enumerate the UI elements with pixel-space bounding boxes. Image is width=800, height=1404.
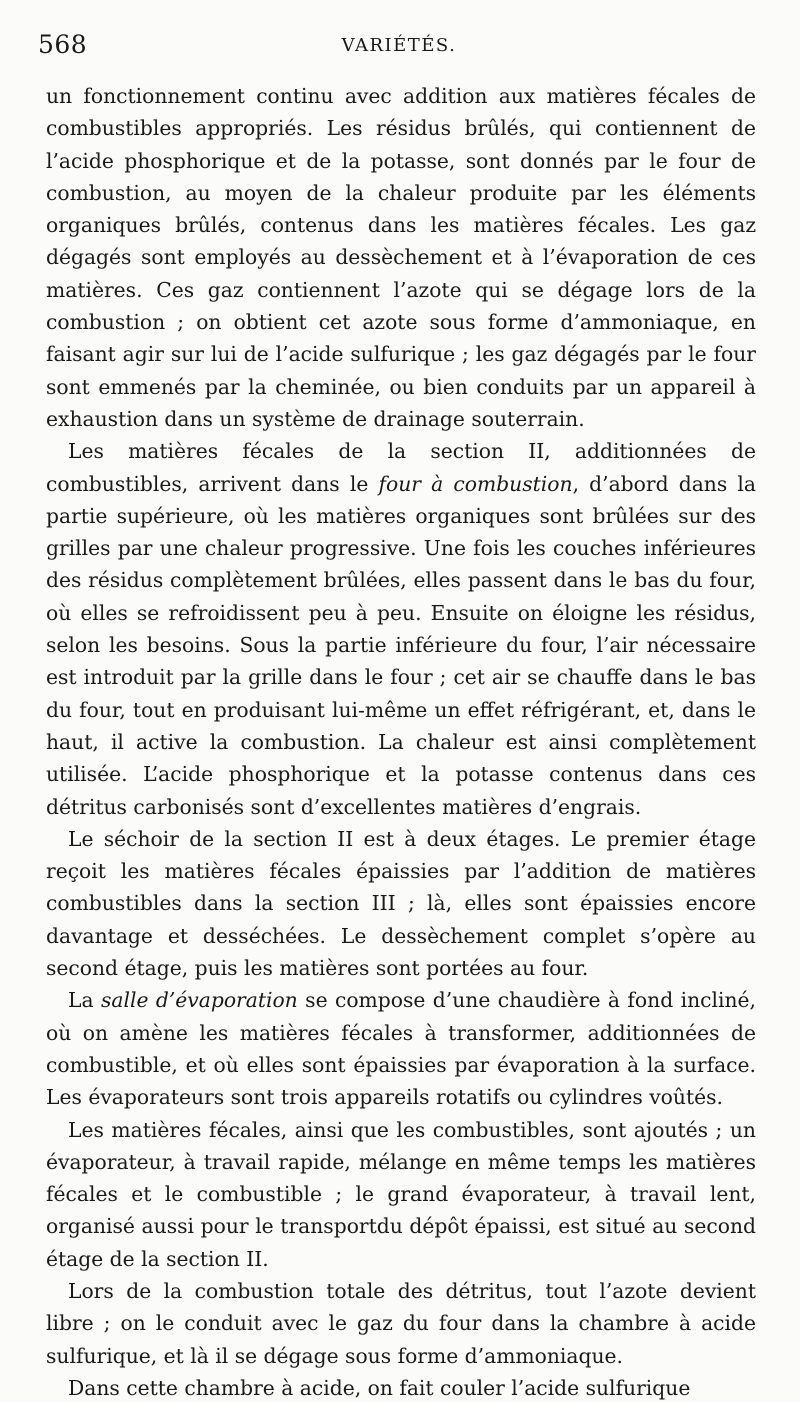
paragraph — [46, 1372, 756, 1404]
running-head: VARIÉTÉS. — [341, 35, 457, 56]
paragraph — [46, 435, 756, 823]
page-header — [38, 30, 760, 66]
page-number: 568 — [38, 30, 88, 59]
paragraph-text: Les matières fécales, ainsi que les combustibles, sont ajoutés ; un évaporateur, à travail rapide, mélange en même temps les matières fécales et le combustible ; le grand évaporateur, à travail lent, organisé aussi pour le transportdu dépôt épaissi, est situé au second étage de la section II. — [46, 1117, 756, 1271]
paragraph-text: se compose d’une chaudière à fond incliné, où on amène les matières fécales à transformer, additionnées de combustible, et où elles sont épaissies par évaporation à la surface. Les évaporateurs sont trois appareils rotatifs ou cylindres voûtés. — [46, 988, 756, 1110]
paragraph-text: Dans cette chambre à acide, on fait couler l’acide sulfurique — [68, 1375, 691, 1400]
paragraph-text: Le séchoir de la section II est à deux étages. Le premier étage reçoit les matières fécales épaissies par l’addition de matières combustibles dans la section III ; là, elles sont épaissies encore davantage et desséchées. Le dessèchement complet s’opère au second étage, puis les matières sont portées au four. — [46, 826, 756, 981]
paragraph — [46, 1114, 756, 1275]
paragraph — [46, 823, 756, 984]
italic-term: salle d’évaporation — [100, 988, 298, 1013]
paragraph — [46, 984, 756, 1113]
paragraph — [46, 1275, 756, 1372]
paragraph — [46, 80, 756, 435]
body-text — [46, 80, 756, 1404]
paragraph-text: Lors de la combustion totale des détritus, tout l’azote devient libre ; on le conduit avec le gaz du four dans la chambre à acide sulfurique, et là il se dégage sous forme d’ammoniaque. — [46, 1278, 756, 1368]
paragraph-text: un fonctionnement continu avec addition aux matières fécales de combustibles appropriés. Les résidus brûlés, qui contiennent de l’acide phosphorique et de la potasse, sont donnés par le four de combustion, au moyen de la chaleur produite par les éléments organiques brûlés, contenus dans les matières fécales. Les gaz dégagés sont employés au dessèchement et à l’évaporation de ces matières. Ces gaz contiennent l’azote qui se dégage lors de la combustion ; on obtient cet azote sous forme d’ammoniaque, en faisant agir sur lui de l’acide sulfurique ; les gaz dégagés par le four sont emmenés par la cheminée, ou bien conduits par un appareil à exhaustion dans un système de drainage souterrain. — [46, 84, 756, 431]
italic-term: four à combustion — [378, 471, 573, 496]
paragraph-text: , d’abord dans la partie supérieure, où les matières organiques sont brûlées sur des grilles par une chaleur progressive. Une fois les couches inférieures des résidus complètement brûlées, elles passent dans le bas du four, où elles se refroidissent peu à peu. Ensuite on éloigne les résidus, selon les besoins. Sous la partie inférieure du four, l’air nécessaire est introduit par la grille dans le four ; cet air se chauffe dans le bas du four, tout en produisant lui-même un effet réfrigérant, et, dans le haut, il active la combustion. La chaleur est ainsi complètement utilisée. L’acide phosphorique et la potasse contenus dans ces détritus carbonisés sont d’excellentes matières d’engrais. — [46, 471, 756, 819]
paragraph-text: Les matières fécales de la section II, additionnées de combustibles, arrivent dans le — [46, 439, 756, 496]
paragraph-text: La — [68, 988, 101, 1013]
